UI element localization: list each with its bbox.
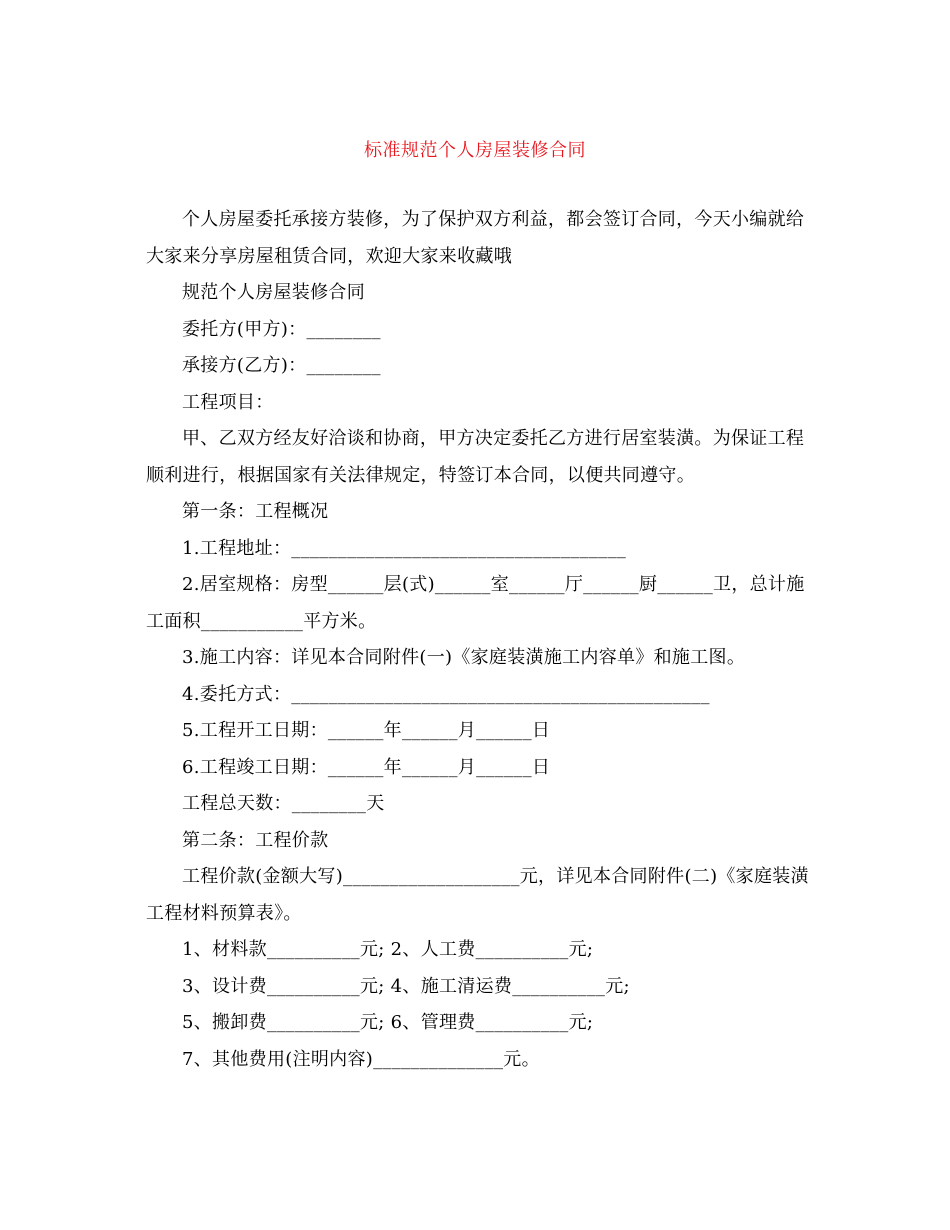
contract-heading: 规范个人房屋装修合同: [182, 282, 365, 303]
document-title: 标准规范个人房屋装修合同: [364, 140, 586, 161]
project-address-line: 1.工程地址：____________________________________: [182, 537, 627, 559]
agreement-paragraph: 甲、乙双方经友好洽谈和协商，甲方决定委托乙方进行居室装潢。为保证工程顺利进行，根据国家有关法律规定，特签订本合同，以便共同遵守。: [146, 428, 805, 486]
fee-line-3: 5、搬卸费__________元; 6、管理费__________元;: [182, 1012, 594, 1033]
fee-line-2: 3、设计费__________元; 4、施工清运费__________元;: [182, 975, 630, 997]
document-body: [146, 202, 810, 1078]
start-date-line: 5.工程开工日期：______年______月______日: [182, 720, 551, 741]
party-a-line: 委托方(甲方)：________: [182, 318, 381, 340]
total-days-line: 工程总天数：________天: [182, 793, 385, 814]
article-1-heading: 第一条：工程概况: [182, 501, 329, 522]
intro-paragraph: 个人房屋委托承接方装修，为了保护双方利益，都会签订合同，今天小编就给大家来分享房屋租赁合同，欢迎大家来收藏哦: [146, 209, 805, 267]
fee-line-1: 1、材料款__________元; 2、人工费__________元;: [182, 939, 594, 960]
fee-line-4: 7、其他费用(注明内容)______________元。: [182, 1048, 540, 1070]
article-2-heading: 第二条：工程价款: [182, 829, 329, 851]
party-b-line: 承接方(乙方)：________: [182, 355, 381, 376]
completion-date-line: 6.工程竣工日期：______年______月______日: [182, 756, 551, 778]
project-price-line: 工程价款(金额大写)___________________元，详见本合同附件(二)《家庭装潢工程材料预算表》。: [146, 866, 809, 924]
project-label: 工程项目：: [182, 391, 274, 413]
commission-method-line: 4.委托方式：_____________________________________________: [182, 683, 710, 705]
construction-content-line: 3.施工内容：详见本合同附件(一)《家庭装潢施工内容单》和施工图。: [182, 647, 746, 668]
room-spec-line: 2.居室规格：房型______层(式)______室______厅______厨______卫，总计施工面积___________平方米。: [146, 574, 805, 632]
